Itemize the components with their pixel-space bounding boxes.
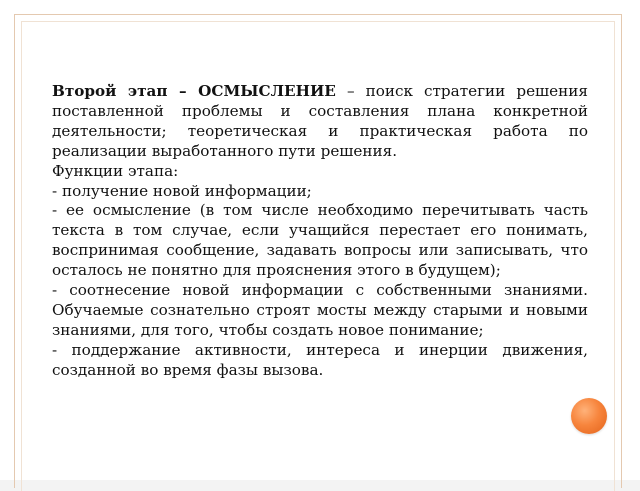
stage-definition: – поиск стратегии решения поставленной проблемы и составления плана конкретной деятельности; теоретическая и практическая работа по реализации выработанного пути решения.: [52, 82, 588, 160]
list-item: - соотнесение новой информации с собственными знаниями. Обучаемые сознательно строят мосты между старыми и новыми знаниями, для того, чтобы создать новое понимание;: [52, 281, 588, 339]
stage-description: [52, 82, 588, 162]
list-item: - ее осмысление (в том числе необходимо перечитывать часть текста в том случае, если учащийся перестает его понимать, воспринимая сообщение, задавать вопросы или записывать, что осталось не понятно для прояснения этого в будущем);: [52, 201, 588, 280]
stage-title: Второй этап – ОСМЫСЛЕНИЕ: [52, 82, 336, 100]
slide-body: [52, 82, 588, 381]
orange-circle-decoration: [571, 398, 607, 434]
functions-heading: Функции этапа:: [52, 161, 179, 180]
list-item: - получение новой информации;: [52, 181, 312, 200]
list-item: - поддержание активности, интереса и инерции движения, созданной во время фазы вызова.: [52, 340, 588, 379]
